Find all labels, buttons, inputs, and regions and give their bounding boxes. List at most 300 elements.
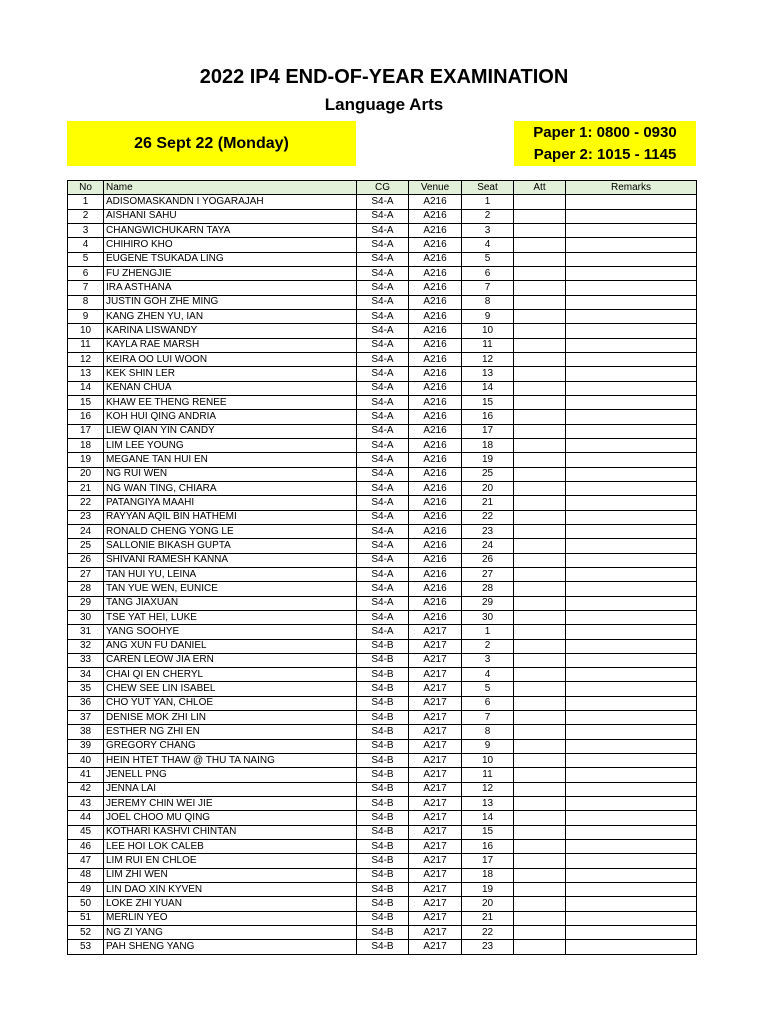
- cell-no: 46: [68, 840, 104, 854]
- cell-no: 34: [68, 668, 104, 682]
- paper-times-box: [514, 121, 696, 166]
- cell-no: 37: [68, 711, 104, 725]
- cell-seat: 4: [462, 668, 514, 682]
- cell-remarks: [566, 811, 697, 825]
- cell-seat: 28: [462, 582, 514, 596]
- cell-remarks: [566, 840, 697, 854]
- cell-name: MERLIN YEO: [104, 911, 357, 925]
- cell-remarks: [566, 797, 697, 811]
- column-header-venue: Venue: [409, 181, 462, 195]
- table-row: [68, 209, 697, 223]
- cell-seat: 16: [462, 410, 514, 424]
- cell-venue: A217: [409, 768, 462, 782]
- cell-att: [514, 567, 566, 581]
- cell-venue: A216: [409, 567, 462, 581]
- cell-seat: 11: [462, 768, 514, 782]
- cell-venue: A217: [409, 825, 462, 839]
- cell-remarks: [566, 725, 697, 739]
- cell-venue: A216: [409, 610, 462, 624]
- column-header-name: Name: [104, 181, 357, 195]
- table-row: [68, 868, 697, 882]
- cell-no: 24: [68, 524, 104, 538]
- cell-name: CHO YUT YAN, CHLOE: [104, 696, 357, 710]
- cell-seat: 6: [462, 696, 514, 710]
- cell-cg: S4-A: [357, 582, 409, 596]
- cell-no: 28: [68, 582, 104, 596]
- cell-name: RONALD CHENG YONG LE: [104, 524, 357, 538]
- table-row: [68, 496, 697, 510]
- cell-name: JENELL PNG: [104, 768, 357, 782]
- cell-remarks: [566, 639, 697, 653]
- cell-cg: S4-A: [357, 567, 409, 581]
- cell-cg: S4-B: [357, 854, 409, 868]
- cell-cg: S4-A: [357, 596, 409, 610]
- table-row: [68, 410, 697, 424]
- cell-seat: 4: [462, 238, 514, 252]
- cell-venue: A217: [409, 883, 462, 897]
- cell-no: 51: [68, 911, 104, 925]
- table-row: [68, 582, 697, 596]
- cell-att: [514, 266, 566, 280]
- cell-remarks: [566, 496, 697, 510]
- cell-seat: 3: [462, 653, 514, 667]
- cell-att: [514, 725, 566, 739]
- cell-no: 50: [68, 897, 104, 911]
- cell-name: ESTHER NG ZHI EN: [104, 725, 357, 739]
- cell-seat: 2: [462, 639, 514, 653]
- table-row: [68, 352, 697, 366]
- cell-no: 10: [68, 324, 104, 338]
- cell-name: NG ZI YANG: [104, 926, 357, 940]
- table-row: [68, 223, 697, 237]
- cell-name: CAREN LEOW JIA ERN: [104, 653, 357, 667]
- cell-seat: 30: [462, 610, 514, 624]
- cell-no: 32: [68, 639, 104, 653]
- cell-seat: 14: [462, 811, 514, 825]
- cell-cg: S4-B: [357, 682, 409, 696]
- cell-no: 23: [68, 510, 104, 524]
- page-title: 2022 IP4 END-OF-YEAR EXAMINATION: [199, 66, 569, 88]
- cell-att: [514, 883, 566, 897]
- cell-venue: A217: [409, 911, 462, 925]
- cell-venue: A216: [409, 481, 462, 495]
- cell-venue: A217: [409, 696, 462, 710]
- cell-seat: 11: [462, 338, 514, 352]
- cell-cg: S4-B: [357, 868, 409, 882]
- cell-venue: A216: [409, 381, 462, 395]
- cell-remarks: [566, 625, 697, 639]
- cell-venue: A216: [409, 510, 462, 524]
- cell-remarks: [566, 610, 697, 624]
- cell-seat: 18: [462, 438, 514, 452]
- cell-att: [514, 395, 566, 409]
- cell-no: 18: [68, 438, 104, 452]
- table-row: [68, 940, 697, 954]
- cell-venue: A217: [409, 782, 462, 796]
- cell-name: KOH HUI QING ANDRIA: [104, 410, 357, 424]
- cell-remarks: [566, 596, 697, 610]
- cell-att: [514, 754, 566, 768]
- cell-no: 1: [68, 195, 104, 209]
- cell-name: FU ZHENGJIE: [104, 266, 357, 280]
- cell-cg: S4-A: [357, 309, 409, 323]
- table-row: [68, 639, 697, 653]
- cell-att: [514, 668, 566, 682]
- cell-att: [514, 840, 566, 854]
- cell-remarks: [566, 911, 697, 925]
- table-row: [68, 381, 697, 395]
- cell-cg: S4-A: [357, 438, 409, 452]
- cell-name: LIM ZHI WEN: [104, 868, 357, 882]
- cell-att: [514, 309, 566, 323]
- cell-no: 7: [68, 281, 104, 295]
- cell-venue: A217: [409, 897, 462, 911]
- table-row: [68, 825, 697, 839]
- cell-remarks: [566, 567, 697, 581]
- cell-seat: 9: [462, 309, 514, 323]
- cell-no: 45: [68, 825, 104, 839]
- table-row: [68, 926, 697, 940]
- cell-att: [514, 381, 566, 395]
- table-row: [68, 782, 697, 796]
- cell-seat: 10: [462, 324, 514, 338]
- table-row: [68, 424, 697, 438]
- column-header-remarks: Remarks: [566, 181, 697, 195]
- cell-no: 5: [68, 252, 104, 266]
- cell-no: 38: [68, 725, 104, 739]
- cell-seat: 12: [462, 352, 514, 366]
- cell-seat: 22: [462, 510, 514, 524]
- cell-no: 47: [68, 854, 104, 868]
- cell-venue: A216: [409, 524, 462, 538]
- cell-cg: S4-A: [357, 510, 409, 524]
- cell-cg: S4-B: [357, 797, 409, 811]
- paper-2-time: Paper 2: 1015 - 1145: [533, 145, 677, 163]
- cell-remarks: [566, 582, 697, 596]
- cell-seat: 1: [462, 625, 514, 639]
- cell-name: KAYLA RAE MARSH: [104, 338, 357, 352]
- cell-seat: 26: [462, 553, 514, 567]
- cell-remarks: [566, 381, 697, 395]
- cell-seat: 10: [462, 754, 514, 768]
- cell-name: JENNA LAI: [104, 782, 357, 796]
- cell-seat: 13: [462, 367, 514, 381]
- cell-name: KENAN CHUA: [104, 381, 357, 395]
- cell-att: [514, 467, 566, 481]
- table-row: [68, 840, 697, 854]
- cell-name: KANG ZHEN YU, IAN: [104, 309, 357, 323]
- cell-no: 52: [68, 926, 104, 940]
- cell-venue: A217: [409, 668, 462, 682]
- cell-no: 16: [68, 410, 104, 424]
- table-row: [68, 453, 697, 467]
- cell-remarks: [566, 338, 697, 352]
- cell-no: 26: [68, 553, 104, 567]
- cell-name: TSE YAT HEI, LUKE: [104, 610, 357, 624]
- cell-name: DENISE MOK ZHI LIN: [104, 711, 357, 725]
- cell-no: 42: [68, 782, 104, 796]
- cell-att: [514, 453, 566, 467]
- cell-name: PATANGIYA MAAHI: [104, 496, 357, 510]
- cell-cg: S4-A: [357, 410, 409, 424]
- cell-venue: A216: [409, 467, 462, 481]
- cell-att: [514, 352, 566, 366]
- table-row: [68, 596, 697, 610]
- cell-seat: 9: [462, 739, 514, 753]
- cell-seat: 27: [462, 567, 514, 581]
- paper-1-time: Paper 1: 0800 - 0930: [533, 123, 677, 141]
- table-row: [68, 725, 697, 739]
- cell-remarks: [566, 854, 697, 868]
- cell-seat: 13: [462, 797, 514, 811]
- cell-name: KARINA LISWANDY: [104, 324, 357, 338]
- cell-remarks: [566, 295, 697, 309]
- cell-name: EUGENE TSUKADA LING: [104, 252, 357, 266]
- cell-cg: S4-A: [357, 539, 409, 553]
- cell-venue: A216: [409, 352, 462, 366]
- cell-cg: S4-B: [357, 811, 409, 825]
- cell-seat: 15: [462, 825, 514, 839]
- cell-att: [514, 524, 566, 538]
- cell-remarks: [566, 266, 697, 280]
- cell-cg: S4-A: [357, 195, 409, 209]
- cell-att: [514, 854, 566, 868]
- cell-name: NG RUI WEN: [104, 467, 357, 481]
- cell-no: 44: [68, 811, 104, 825]
- cell-att: [514, 596, 566, 610]
- cell-venue: A217: [409, 926, 462, 940]
- cell-seat: 17: [462, 854, 514, 868]
- cell-cg: S4-A: [357, 496, 409, 510]
- cell-seat: 21: [462, 496, 514, 510]
- cell-venue: A217: [409, 868, 462, 882]
- cell-no: 48: [68, 868, 104, 882]
- cell-no: 6: [68, 266, 104, 280]
- cell-no: 27: [68, 567, 104, 581]
- cell-venue: A217: [409, 797, 462, 811]
- cell-no: 40: [68, 754, 104, 768]
- cell-att: [514, 711, 566, 725]
- cell-seat: 1: [462, 195, 514, 209]
- cell-name: GREGORY CHANG: [104, 739, 357, 753]
- table-row: [68, 238, 697, 252]
- column-header-seat: Seat: [462, 181, 514, 195]
- cell-att: [514, 797, 566, 811]
- table-row: [68, 696, 697, 710]
- cell-seat: 19: [462, 883, 514, 897]
- cell-no: 33: [68, 653, 104, 667]
- cell-remarks: [566, 696, 697, 710]
- cell-cg: S4-B: [357, 739, 409, 753]
- cell-name: CHIHIRO KHO: [104, 238, 357, 252]
- cell-remarks: [566, 754, 697, 768]
- table-row: [68, 911, 697, 925]
- table-row: [68, 481, 697, 495]
- cell-name: ANG XUN FU DANIEL: [104, 639, 357, 653]
- cell-seat: 8: [462, 725, 514, 739]
- cell-remarks: [566, 324, 697, 338]
- table-row: [68, 281, 697, 295]
- cell-venue: A216: [409, 195, 462, 209]
- cell-name: KEIRA OO LUI WOON: [104, 352, 357, 366]
- cell-name: JOEL CHOO MU QING: [104, 811, 357, 825]
- cell-cg: S4-A: [357, 324, 409, 338]
- cell-name: JUSTIN GOH ZHE MING: [104, 295, 357, 309]
- cell-venue: A217: [409, 854, 462, 868]
- cell-venue: A216: [409, 209, 462, 223]
- cell-remarks: [566, 539, 697, 553]
- cell-remarks: [566, 510, 697, 524]
- cell-remarks: [566, 467, 697, 481]
- cell-no: 19: [68, 453, 104, 467]
- cell-no: 36: [68, 696, 104, 710]
- cell-venue: A216: [409, 410, 462, 424]
- table-row: [68, 883, 697, 897]
- cell-cg: S4-B: [357, 653, 409, 667]
- cell-att: [514, 324, 566, 338]
- cell-remarks: [566, 367, 697, 381]
- cell-seat: 15: [462, 395, 514, 409]
- exam-roster-table: [67, 180, 697, 955]
- cell-name: LIM RUI EN CHLOE: [104, 854, 357, 868]
- cell-seat: 18: [462, 868, 514, 882]
- cell-venue: A216: [409, 553, 462, 567]
- table-row: [68, 739, 697, 753]
- cell-seat: 12: [462, 782, 514, 796]
- table-header-row: [68, 181, 697, 195]
- cell-cg: S4-B: [357, 768, 409, 782]
- cell-cg: S4-A: [357, 209, 409, 223]
- cell-att: [514, 295, 566, 309]
- cell-att: [514, 897, 566, 911]
- cell-no: 29: [68, 596, 104, 610]
- cell-cg: S4-A: [357, 424, 409, 438]
- cell-venue: A216: [409, 395, 462, 409]
- cell-venue: A217: [409, 625, 462, 639]
- cell-venue: A216: [409, 424, 462, 438]
- cell-venue: A217: [409, 754, 462, 768]
- cell-remarks: [566, 209, 697, 223]
- cell-venue: A216: [409, 252, 462, 266]
- cell-name: TAN HUI YU, LEINA: [104, 567, 357, 581]
- cell-venue: A217: [409, 653, 462, 667]
- cell-remarks: [566, 438, 697, 452]
- table-row: [68, 467, 697, 481]
- cell-name: JEREMY CHIN WEI JIE: [104, 797, 357, 811]
- cell-cg: S4-B: [357, 897, 409, 911]
- cell-venue: A216: [409, 596, 462, 610]
- cell-no: 43: [68, 797, 104, 811]
- cell-seat: 19: [462, 453, 514, 467]
- table-row: [68, 768, 697, 782]
- cell-cg: S4-B: [357, 711, 409, 725]
- cell-no: 17: [68, 424, 104, 438]
- cell-no: 15: [68, 395, 104, 409]
- cell-cg: S4-A: [357, 481, 409, 495]
- cell-att: [514, 553, 566, 567]
- cell-venue: A217: [409, 840, 462, 854]
- cell-no: 53: [68, 940, 104, 954]
- table-row: [68, 610, 697, 624]
- cell-no: 22: [68, 496, 104, 510]
- cell-remarks: [566, 653, 697, 667]
- cell-att: [514, 510, 566, 524]
- cell-venue: A216: [409, 238, 462, 252]
- cell-seat: 14: [462, 381, 514, 395]
- cell-name: MEGANE TAN HUI EN: [104, 453, 357, 467]
- cell-name: TAN YUE WEN, EUNICE: [104, 582, 357, 596]
- table-row: [68, 395, 697, 409]
- cell-venue: A216: [409, 223, 462, 237]
- cell-att: [514, 195, 566, 209]
- cell-seat: 21: [462, 911, 514, 925]
- cell-seat: 8: [462, 295, 514, 309]
- cell-venue: A216: [409, 496, 462, 510]
- cell-cg: S4-B: [357, 840, 409, 854]
- cell-venue: A217: [409, 739, 462, 753]
- cell-name: HEIN HTET THAW @ THU TA NAING: [104, 754, 357, 768]
- cell-venue: A216: [409, 338, 462, 352]
- cell-no: 4: [68, 238, 104, 252]
- cell-att: [514, 281, 566, 295]
- cell-cg: S4-A: [357, 625, 409, 639]
- table-row: [68, 854, 697, 868]
- cell-att: [514, 682, 566, 696]
- cell-att: [514, 338, 566, 352]
- cell-venue: A216: [409, 281, 462, 295]
- cell-cg: S4-A: [357, 395, 409, 409]
- cell-venue: A216: [409, 539, 462, 553]
- cell-att: [514, 582, 566, 596]
- cell-name: TANG JIAXUAN: [104, 596, 357, 610]
- cell-cg: S4-B: [357, 725, 409, 739]
- cell-cg: S4-B: [357, 883, 409, 897]
- cell-no: 31: [68, 625, 104, 639]
- cell-seat: 3: [462, 223, 514, 237]
- cell-cg: S4-A: [357, 252, 409, 266]
- cell-venue: A217: [409, 940, 462, 954]
- cell-cg: S4-A: [357, 266, 409, 280]
- cell-seat: 23: [462, 524, 514, 538]
- cell-name: KOTHARI KASHVI CHINTAN: [104, 825, 357, 839]
- cell-remarks: [566, 195, 697, 209]
- table-row: [68, 539, 697, 553]
- cell-seat: 2: [462, 209, 514, 223]
- cell-no: 21: [68, 481, 104, 495]
- cell-no: 35: [68, 682, 104, 696]
- cell-remarks: [566, 711, 697, 725]
- cell-att: [514, 367, 566, 381]
- cell-cg: S4-B: [357, 754, 409, 768]
- cell-remarks: [566, 453, 697, 467]
- cell-venue: A217: [409, 639, 462, 653]
- cell-no: 8: [68, 295, 104, 309]
- cell-cg: S4-B: [357, 639, 409, 653]
- cell-remarks: [566, 883, 697, 897]
- cell-remarks: [566, 410, 697, 424]
- table-row: [68, 797, 697, 811]
- table-row: [68, 811, 697, 825]
- cell-name: YANG SOOHYE: [104, 625, 357, 639]
- cell-venue: A216: [409, 453, 462, 467]
- cell-venue: A217: [409, 711, 462, 725]
- cell-no: 9: [68, 309, 104, 323]
- cell-cg: S4-A: [357, 553, 409, 567]
- cell-name: PAH SHENG YANG: [104, 940, 357, 954]
- cell-no: 25: [68, 539, 104, 553]
- cell-no: 13: [68, 367, 104, 381]
- cell-cg: S4-A: [357, 381, 409, 395]
